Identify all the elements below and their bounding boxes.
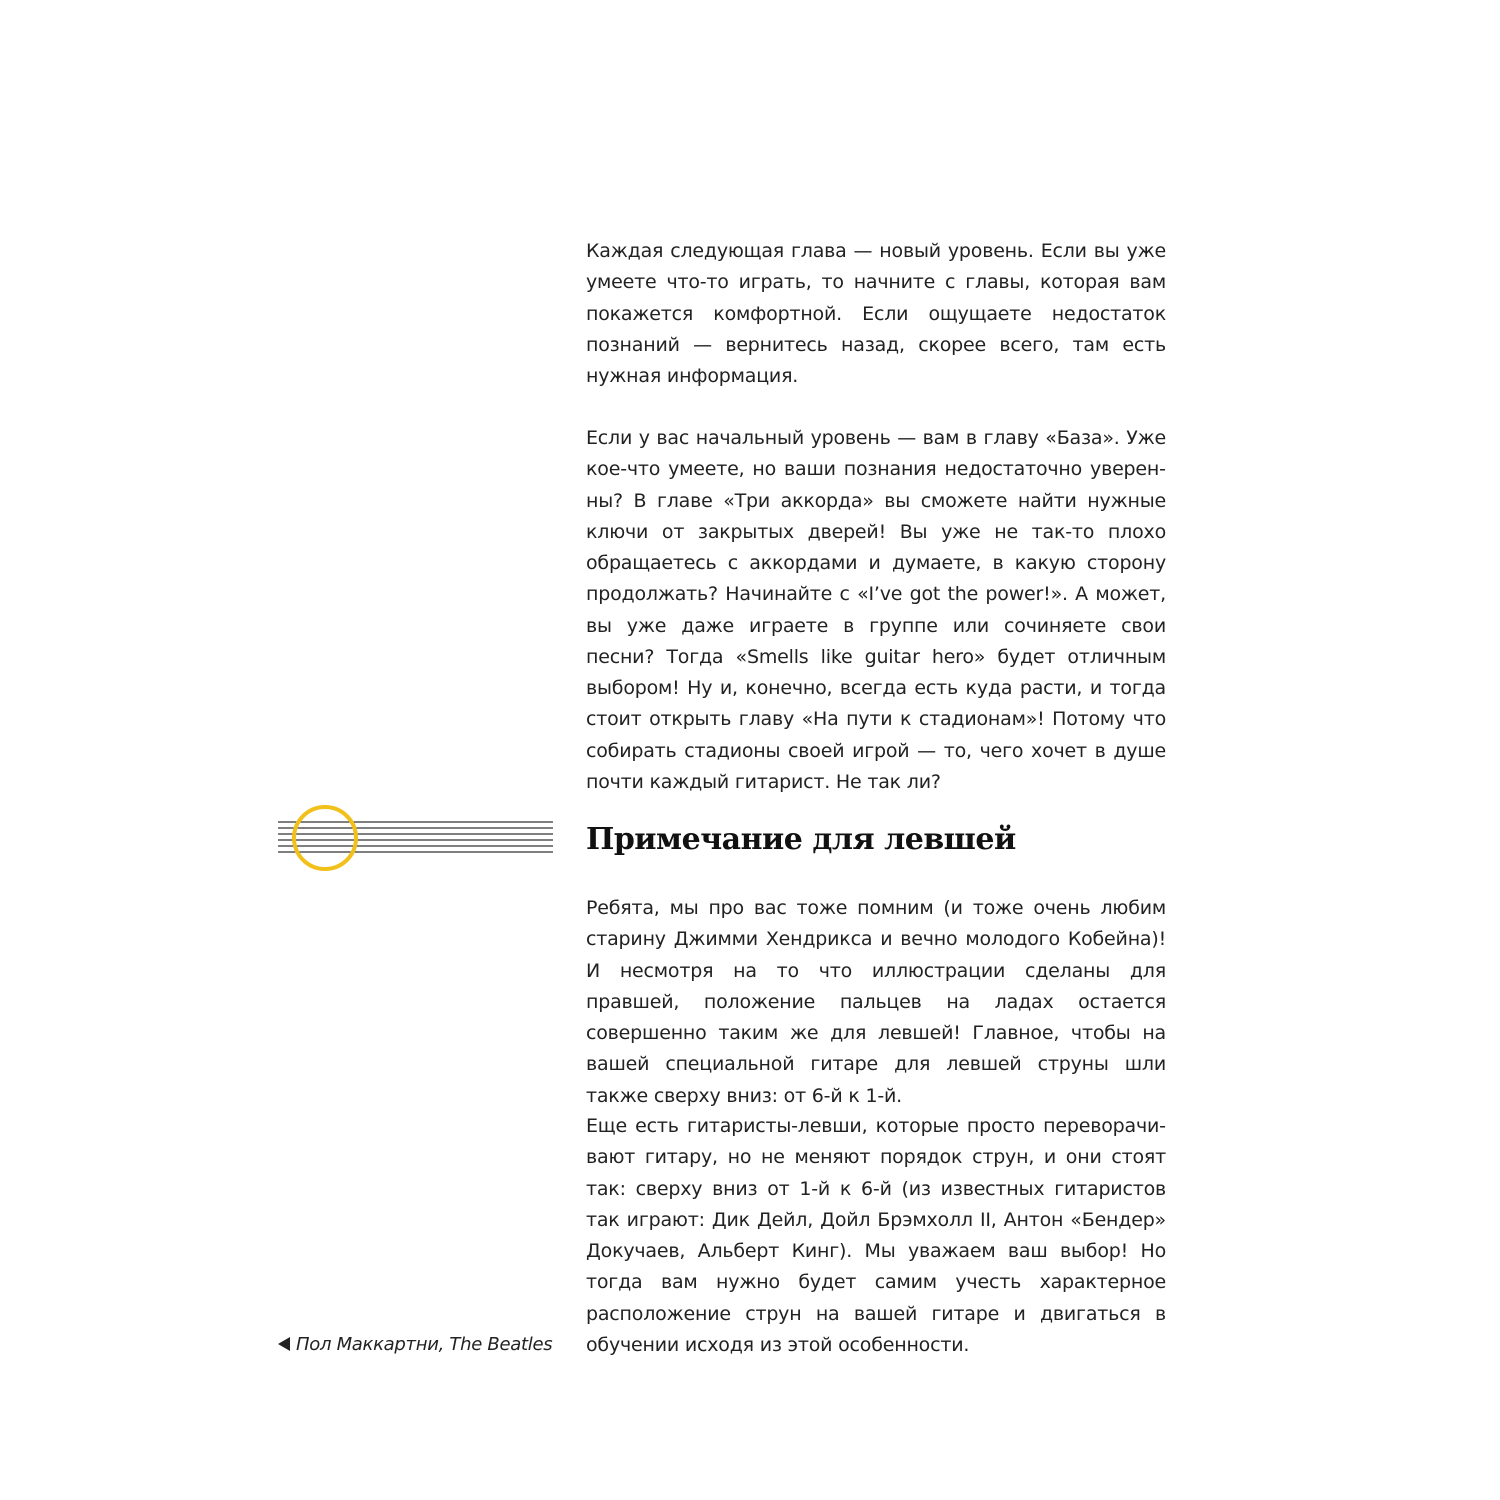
lefties-paragraph: Ребята, мы про вас тоже помним (и тоже очень любим старину Джимми Хендрикса и вечно молодого Кобейна)! И несмотря на то что иллюстрации сделаны для правшей, положение пальцев на ладах остается совершенно таким же для левшей! Главное, чтобы на вашей специальной гитаре для левшей струны шли также сверху вниз: от 6-й к 1-й. <box>586 897 1166 1107</box>
flipped-paragraph: Еще есть гитаристы-левши, которые просто переворачивают гитару, но не меняют порядок струн, и они стоят так: сверху вниз от 1-й к 6-й (из известных гитаристов так играют: Дик Дейл, Дойл Брэмхолл II, Антон «Бендер» Докучаев, Альберт Кинг). Мы уважаем ваш выбор! Но тогда вам нужно будет самим учесть характерное расположение струн на вашей гитаре и двигаться в обучении исходя из этой особенности. <box>586 1115 1166 1356</box>
caption-text: Пол Маккартни, The Beatles <box>296 1334 553 1355</box>
staff-with-circle-icon <box>278 803 553 873</box>
intro-paragraph: Каждая следующая глава — новый уровень. Если вы уже умеете что-то играть, то начните с главы, которая вам покажется комфортной. Если ощущаете недостаток познаний — вернитесь назад, скорее всего, там есть нужная информация. <box>586 240 1166 387</box>
levels-paragraph: Если у вас начальный уровень — вам в главу «База». Уже кое-что умеете, но ваши познания недостаточно уверенны? В главе «Три аккорда» вы сможете найти нужные ключи от закрытых дверей! Вы уже не так-то плохо обращаетесь с аккордами и думаете, в какую сторону продолжать? Начинайте с «I’ve got the power!». А может, вы уже даже играете в группе или сочиняете свои песни? Тогда «Smells like guitar hero» будет отличным выбором! Ну и, конечно, всегда есть куда расти, и тогда стоит открыть главу «На пути к стадионам»! Потому что собирать стадионы своей игрой — то, чего хочет в душе почти каждый гитарист. Не так ли? <box>586 427 1166 793</box>
section-heading: Примечание для левшей <box>586 822 1016 857</box>
photo-caption <box>278 1333 552 1357</box>
triangle-left-icon <box>278 1337 290 1351</box>
